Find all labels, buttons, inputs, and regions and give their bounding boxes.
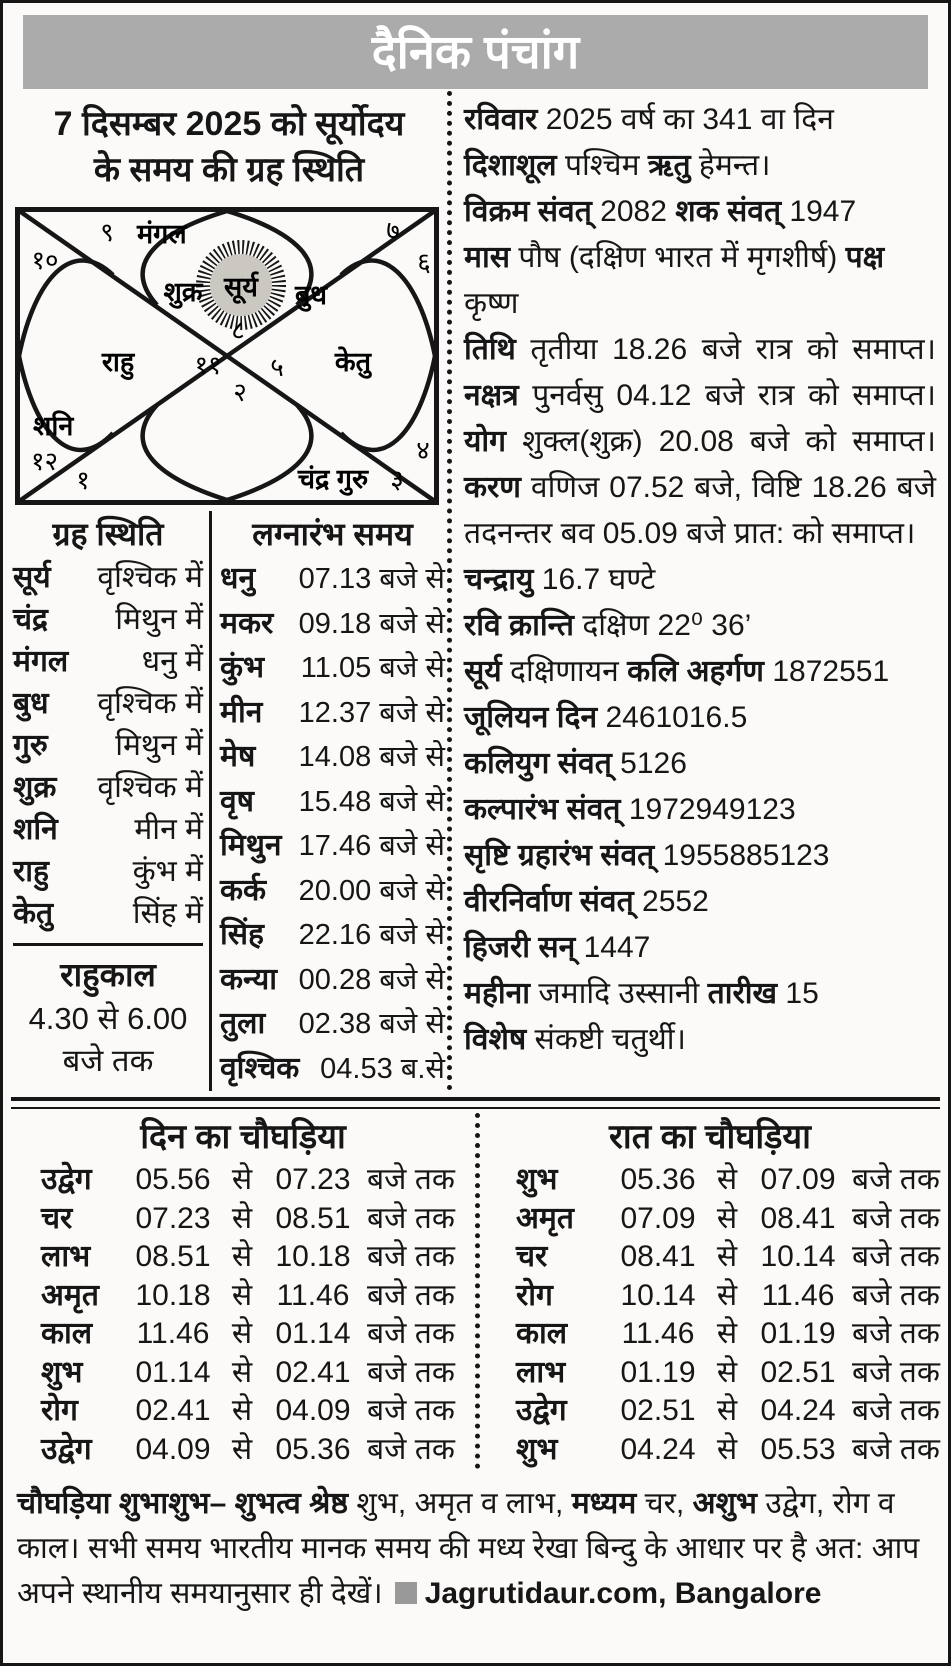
planet-name: गुरु xyxy=(13,729,48,762)
lagna-row xyxy=(220,869,445,914)
start-time: 04.24 xyxy=(620,1432,696,1466)
detail-line: कलियुग संवत् 5126 xyxy=(464,747,687,780)
chaughadiya-name: काल xyxy=(41,1317,93,1350)
se-label: से xyxy=(716,1317,738,1350)
graha-row xyxy=(13,683,203,725)
se-label: से xyxy=(716,1432,738,1466)
house-3: ३ xyxy=(390,464,404,494)
chaughadiya-name: रोग xyxy=(516,1278,553,1312)
kundali-chart xyxy=(15,207,439,505)
graha-row xyxy=(13,893,203,935)
lagna-time: 22.16 बजे से xyxy=(298,919,445,951)
planet-surya: सूर्य xyxy=(224,272,258,302)
chaughadiya-row xyxy=(11,1392,475,1431)
lagna-row xyxy=(220,958,445,1003)
start-time: 02.41 xyxy=(135,1394,211,1427)
baje-tak-label: बजे तक xyxy=(367,1163,455,1196)
end-time: 02.51 xyxy=(760,1355,836,1389)
detail-line: रवि क्रान्ति दक्षिण 22⁰ 36’ xyxy=(464,609,752,642)
end-time: 01.19 xyxy=(760,1317,836,1350)
lagna-name: वृश्चिक xyxy=(220,1051,300,1085)
planet-name: शुक्र xyxy=(13,771,57,804)
start-time: 11.46 xyxy=(621,1317,695,1350)
baje-tak-label: बजे तक xyxy=(852,1278,940,1312)
lagna-name: मिथुन xyxy=(220,829,282,862)
lagna-name: कुंभ xyxy=(220,651,265,684)
se-label: से xyxy=(231,1432,253,1466)
end-time: 07.09 xyxy=(760,1163,836,1196)
house-5: ५ xyxy=(270,352,284,382)
end-time: 05.53 xyxy=(760,1432,836,1466)
end-time: 04.24 xyxy=(760,1394,836,1427)
detail-line: हिजरी सन् 1447 xyxy=(464,931,651,964)
end-time: 07.23 xyxy=(275,1163,351,1196)
start-time: 07.09 xyxy=(620,1201,696,1235)
lagna-name: वृष xyxy=(220,784,255,818)
top-section xyxy=(11,91,940,1091)
detail-line: सूर्य दक्षिणायन कलि अहर्गण 1872551 xyxy=(464,655,890,688)
se-label: से xyxy=(231,1163,253,1196)
detail-line: दिशाशूल पश्चिम ऋतु हेमन्त। xyxy=(464,149,771,182)
baje-tak-label: बजे तक xyxy=(852,1240,940,1273)
lagna-name: तुला xyxy=(220,1007,266,1040)
chaughadiya-name: लाभ xyxy=(516,1355,566,1389)
house-11: ११ xyxy=(194,350,222,380)
chaughadiya-name: काल xyxy=(516,1317,568,1350)
house-8: ८ xyxy=(231,315,245,345)
house-9: ९ xyxy=(100,217,114,247)
chaughadiya-row xyxy=(11,1315,475,1354)
graha-row xyxy=(13,557,203,599)
baje-tak-label: बजे तक xyxy=(367,1432,455,1466)
se-label: से xyxy=(231,1240,253,1273)
graha-row xyxy=(13,641,203,683)
chaughadiya-section xyxy=(11,1113,940,1469)
detail-line: रविवार 2025 वर्ष का 341 वा दिन xyxy=(464,103,834,136)
chaughadiya-row xyxy=(11,1200,475,1239)
detail-line: विक्रम संवत् 2082 शक संवत् 1947 xyxy=(464,195,857,228)
lagna-name: मेष xyxy=(220,740,256,773)
chaughadiya-row xyxy=(480,1354,940,1393)
footer-text: चौघड़िया शुभाशुभ– शुभत्व श्रेष्ठ शुभ, अमृत व लाभ, मध्यम चर, अशुभ उद्वेग, रोग व काल। सभी समय भारतीय मानक समय की मध्य रेखा बिन्दु के आधार पर है अत: आप अपने स्थानीय समयानुसार ही देखें। xyxy=(17,1487,920,1610)
lagna-row xyxy=(220,646,445,691)
detail-line: कल्पारंभ संवत् 1972949123 xyxy=(464,793,796,826)
chaughadiya-name: अमृत xyxy=(516,1201,574,1235)
planet-shani: शनि xyxy=(33,411,74,441)
planet-sign: वृश्चिक में xyxy=(97,561,203,594)
rahukaal-block xyxy=(13,943,203,1082)
baje-tak-label: बजे तक xyxy=(852,1432,940,1466)
house-1: १ xyxy=(76,465,90,495)
se-label: से xyxy=(716,1394,738,1427)
left-tables xyxy=(11,511,447,1091)
planet-shukra: शुक्र xyxy=(163,277,203,307)
lagna-row xyxy=(220,557,445,602)
lagna-row xyxy=(220,824,445,869)
se-label: से xyxy=(716,1201,738,1235)
detail-line: सृष्टि ग्रहारंभ संवत् 1955885123 xyxy=(464,839,830,872)
lagna-name: सिंह xyxy=(220,918,264,951)
lagna-row xyxy=(220,780,445,825)
rahukaal-time: 4.30 से 6.00 xyxy=(28,1001,188,1036)
chaughadiya-row xyxy=(480,1277,940,1316)
end-time: 04.09 xyxy=(275,1394,351,1427)
chaughadiya-row xyxy=(11,1354,475,1393)
house-2: २ xyxy=(233,377,247,407)
lagna-name: मकर xyxy=(220,606,274,640)
lagna-row xyxy=(220,1002,445,1047)
lagna-time: 15.48 बजे से xyxy=(298,785,445,818)
baje-tak-label: बजे तक xyxy=(852,1163,940,1196)
start-time: 02.51 xyxy=(620,1394,696,1427)
detail-line: जूलियन दिन 2461016.5 xyxy=(464,701,748,734)
baje-tak-label: बजे तक xyxy=(367,1394,455,1427)
chaughadiya-row xyxy=(480,1315,940,1354)
start-time: 01.19 xyxy=(620,1355,696,1389)
end-time: 11.46 xyxy=(761,1278,835,1312)
graha-row xyxy=(13,767,203,809)
brand-bullet-icon xyxy=(395,1582,417,1604)
rahukaal-title: राहुकाल xyxy=(60,956,156,993)
start-time: 05.36 xyxy=(620,1163,696,1196)
end-time: 01.14 xyxy=(275,1317,351,1350)
house-7: ७ xyxy=(386,215,400,245)
chaughadiya-row xyxy=(11,1431,475,1470)
se-label: से xyxy=(716,1278,738,1312)
planet-sign: मिथुन में xyxy=(115,603,203,636)
lagna-table xyxy=(209,511,447,1091)
baje-tak-label: बजे तक xyxy=(367,1355,455,1389)
planet-name: चंद्र xyxy=(13,603,48,636)
planet-sign: धनु में xyxy=(141,645,203,678)
end-time: 11.46 xyxy=(276,1278,350,1312)
graha-row xyxy=(13,851,203,893)
lagna-row xyxy=(220,913,445,958)
end-time: 08.51 xyxy=(275,1201,351,1235)
se-label: से xyxy=(231,1278,253,1312)
planet-name: बुध xyxy=(13,687,49,720)
graha-sthiti-title: ग्रह स्थिति xyxy=(52,516,164,552)
chaughadiya-name: उद्वेग xyxy=(516,1394,567,1427)
se-label: से xyxy=(716,1355,738,1389)
lagna-time: 17.46 बजे से xyxy=(298,830,445,862)
night-chaughadiya-title: रात का चौघड़िया xyxy=(609,1118,811,1156)
chaughadiya-row xyxy=(480,1161,940,1200)
chaughadiya-name: उद्वेग xyxy=(41,1163,92,1196)
lagna-name: मीन xyxy=(220,695,263,729)
end-time: 10.14 xyxy=(760,1240,836,1273)
lagna-time: 02.38 बजे से xyxy=(298,1008,445,1040)
detail-line: विशेष संकष्टी चतुर्थी। xyxy=(464,1023,686,1056)
planet-sign: कुंभ में xyxy=(132,855,203,888)
graha-row xyxy=(13,809,203,851)
brand-name: Jagrutidaur.com, Bangalore xyxy=(424,1577,822,1610)
lagna-time: 12.37 बजे से xyxy=(298,696,445,729)
planet-chandra-guru: चंद्र गुरु xyxy=(297,464,369,494)
chaughadiya-name: शुभ xyxy=(516,1163,558,1196)
date-header-line1: 7 दिसम्बर 2025 को सूर्योदय xyxy=(53,105,405,143)
lagna-name: कन्या xyxy=(220,962,278,996)
end-time: 02.41 xyxy=(275,1355,351,1389)
lagna-row xyxy=(220,735,445,780)
chaughadiya-name: चर xyxy=(516,1240,548,1273)
lagna-name: कर्क xyxy=(220,873,267,907)
baje-tak-label: बजे तक xyxy=(367,1317,455,1350)
baje-tak-label: बजे तक xyxy=(367,1201,455,1235)
end-time: 08.41 xyxy=(760,1201,836,1235)
detail-line: चन्द्रायु 16.7 घण्टे xyxy=(464,563,656,596)
start-time: 05.56 xyxy=(135,1163,211,1196)
planet-name: सूर्य xyxy=(13,561,51,594)
footer-note xyxy=(17,1481,934,1616)
left-column xyxy=(11,91,447,1091)
chaughadiya-row xyxy=(480,1238,940,1277)
lagna-time: 00.28 बजे से xyxy=(298,963,445,996)
chaughadiya-row xyxy=(480,1200,940,1239)
page-title: दैनिक पंचांग xyxy=(23,15,928,89)
planet-sign: सिंह में xyxy=(132,897,203,930)
planet-name: शनि xyxy=(13,813,58,846)
planet-name: केतु xyxy=(13,897,54,930)
graha-row xyxy=(13,599,203,641)
baje-tak-label: बजे तक xyxy=(852,1317,940,1350)
date-header xyxy=(11,101,447,193)
start-time: 10.18 xyxy=(135,1278,211,1312)
chaughadiya-name: अमृत xyxy=(41,1278,99,1312)
rahukaal-suffix: बजे तक xyxy=(62,1043,154,1078)
section-divider xyxy=(11,1097,940,1109)
planet-name: मंगल xyxy=(13,645,69,678)
lagna-time: 04.53 ब.से xyxy=(320,1052,445,1085)
start-time: 08.41 xyxy=(620,1240,696,1273)
lagna-name: धनु xyxy=(220,562,256,595)
lagna-row xyxy=(220,602,445,647)
planet-rahu: राहु xyxy=(101,347,135,377)
chaughadiya-name: शुभ xyxy=(41,1355,83,1389)
lagna-row xyxy=(220,691,445,736)
chaughadiya-name: उद्वेग xyxy=(41,1432,92,1466)
house-10: १० xyxy=(31,245,59,275)
planet-sign: मीन में xyxy=(134,813,203,846)
start-time: 04.09 xyxy=(135,1432,211,1466)
start-time: 11.46 xyxy=(136,1317,210,1350)
lagna-title: लग्नारंभ समय xyxy=(252,516,413,552)
baje-tak-label: बजे तक xyxy=(367,1278,455,1312)
house-4: ४ xyxy=(416,435,430,465)
end-time: 05.36 xyxy=(275,1432,351,1466)
end-time: 10.18 xyxy=(275,1240,351,1273)
baje-tak-label: बजे तक xyxy=(852,1201,940,1235)
planet-budha: बुध xyxy=(294,280,328,310)
panchang-details-column xyxy=(447,91,940,1091)
kundali-bottom-petal xyxy=(143,405,312,500)
detail-line: तिथि तृतीया 18.26 बजे रात्र को समाप्त। नक्षत्र पुनर्वसु 04.12 बजे रात्र को समाप्त। योग शुक्ल(शुक्र) 20.08 बजे को समाप्त। करण वणिज 07.52 बजे, विष्टि 18.26 बजे तदनन्तर बव 05.09 बजे प्रात: को समाप्त। xyxy=(464,333,936,550)
start-time: 01.14 xyxy=(135,1355,211,1389)
lagna-time: 07.13 बजे से xyxy=(298,563,445,595)
chaughadiya-row xyxy=(11,1277,475,1316)
day-chaughadiya-title: दिन का चौघड़िया xyxy=(140,1118,346,1156)
night-chaughadiya-table xyxy=(475,1113,940,1469)
start-time: 10.14 xyxy=(620,1278,696,1312)
chaughadiya-row xyxy=(480,1392,940,1431)
baje-tak-label: बजे तक xyxy=(852,1355,940,1389)
chaughadiya-row xyxy=(11,1238,475,1277)
chaughadiya-name: शुभ xyxy=(516,1432,558,1466)
se-label: से xyxy=(716,1163,738,1196)
chaughadiya-name: चर xyxy=(41,1201,73,1235)
date-header-line2: के समय की ग्रह स्थिति xyxy=(93,151,365,189)
start-time: 08.51 xyxy=(135,1240,211,1273)
baje-tak-label: बजे तक xyxy=(852,1394,940,1427)
planet-sign: मिथुन में xyxy=(115,729,203,762)
planet-name: राहु xyxy=(13,855,49,888)
se-label: से xyxy=(231,1355,253,1389)
se-label: से xyxy=(716,1240,738,1273)
start-time: 07.23 xyxy=(135,1201,211,1235)
lagna-time: 20.00 बजे से xyxy=(298,874,445,907)
se-label: से xyxy=(231,1394,253,1427)
baje-tak-label: बजे तक xyxy=(367,1240,455,1273)
se-label: से xyxy=(231,1317,253,1350)
detail-line: महीना जमादि उस्सानी तारीख 15 xyxy=(464,977,819,1010)
planet-sign: वृश्चिक में xyxy=(97,687,203,720)
house-12: १२ xyxy=(31,446,59,476)
lagna-time: 11.05 बजे से xyxy=(300,652,445,684)
planet-sign: वृश्चिक में xyxy=(97,771,203,804)
lagna-time: 09.18 बजे से xyxy=(298,607,445,640)
graha-sthiti-table xyxy=(11,511,209,1091)
chaughadiya-name: रोग xyxy=(41,1394,78,1427)
lagna-row xyxy=(220,1047,445,1092)
chaughadiya-name: लाभ xyxy=(41,1240,91,1273)
chaughadiya-row xyxy=(480,1431,940,1470)
planet-ketu: केतु xyxy=(334,347,372,377)
day-chaughadiya-table xyxy=(11,1113,475,1469)
detail-line: वीरनिर्वाण संवत् 2552 xyxy=(464,885,709,918)
se-label: से xyxy=(231,1201,253,1235)
graha-row xyxy=(13,725,203,767)
lagna-time: 14.08 बजे से xyxy=(298,741,445,773)
house-6: ६ xyxy=(417,247,431,277)
detail-line: मास पौष (दक्षिण भारत में मृगशीर्ष) पक्ष कृष्ण xyxy=(464,241,885,320)
planet-mangal: मंगल xyxy=(137,219,187,249)
chaughadiya-row xyxy=(11,1161,475,1200)
